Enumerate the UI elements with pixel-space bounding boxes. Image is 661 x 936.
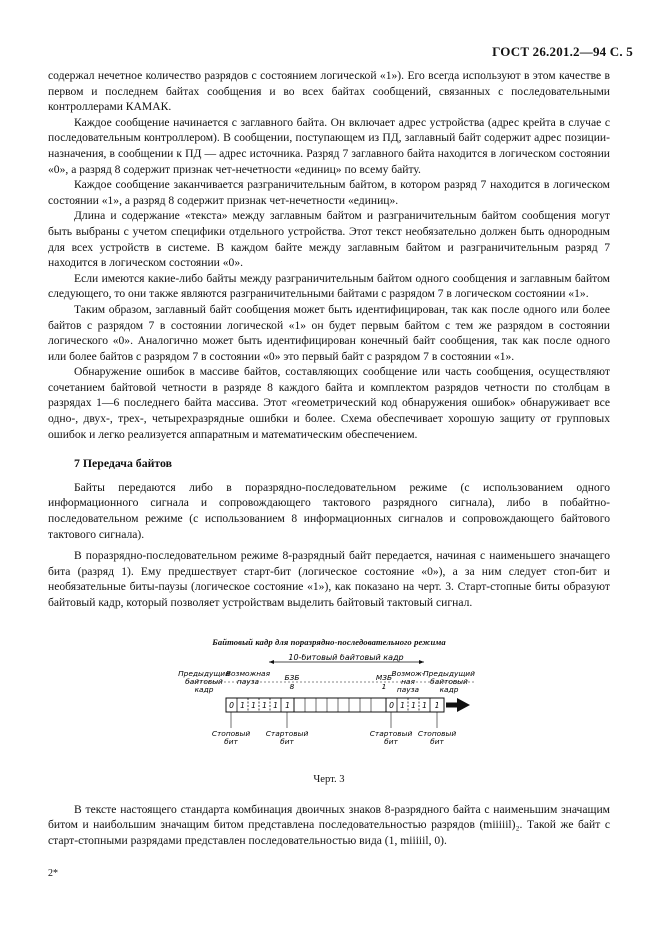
paragraph: содержал нечетное количество разрядов с состоянием логической «1»). Его всегда используют в этом качестве в первом и последнем байтах сообщения и во всех байтах сообщений, связанных с последовательными контроллерами КАМАК. [48, 69, 610, 114]
msb-number: 1 [381, 682, 387, 692]
stop-bit-label-2: бит [430, 737, 444, 747]
pause-label: Возможная [225, 669, 271, 679]
page-body [48, 68, 610, 849]
paragraph: В поразрядно-последовательном режиме 8-разрядный байт передается, начиная с наименьшего значащего бита (разряд 1). Ему предшествует старт-бит (логическое состояние «0»), а за ним следует стоп-бит и необязательные биты-паузы (логическое состояние «1»), как показано на черт. 3. Старт-стопные биты образуют байтовый кадр, который позволяет устройствам выделить байтовый тактовый сигнал. [48, 549, 610, 609]
bit-value: 1 [285, 701, 290, 711]
frame-label: 10-битовый байтовый кадр [288, 654, 404, 663]
stop-bit-label: Стоповый [211, 729, 251, 739]
direction-arrow-icon [446, 698, 470, 712]
figure-caption: Черт. 3 [313, 774, 345, 786]
page-footer: 2* [48, 868, 58, 879]
pause-b-label-3: пауза [396, 685, 420, 695]
paragraph: Байты передаются либо в поразрядно-последовательном режиме (с использованием одного информационного сигнала и сопровождающего тактового разрядного сигнала), либо в побайтно-последовательном режиме (с использованием 8 информационных сигналов и сопровождающего байтового тактового сигнала). [48, 480, 610, 541]
pause-b-label: Возмож- [391, 669, 425, 679]
next-frame-label-3: кадр [439, 685, 459, 695]
bit-value: 1 [400, 701, 405, 711]
bit-value: 1 [434, 701, 440, 711]
prev-frame-label: Предыдущий [178, 669, 230, 679]
paragraph: Таким образом, заглавный байт сообщения может быть идентифицирован, так как после одного или более байтов с разрядом 7 в состоянии логической «1» он будет первым байтом с тем же разрядом в состоянии логического «0». Аналогично может быть идентифицирован конечный байт сообщения, так как после одного или более байтов с разрядом 7 в состоянии «0» это первый байт с разрядом 7 в состоянии «1». [48, 302, 610, 363]
prev-frame-label-2: байтовый [185, 677, 223, 687]
msb-label: МЗБ [375, 673, 393, 683]
start-bit-label: Стартовый [369, 729, 413, 739]
start-bit-label: Стартовый [265, 729, 309, 739]
start-bit-label-2: бит [384, 737, 398, 747]
stop-bit-label: Стоповый [417, 729, 457, 739]
section-title: 7 Передача байтов [74, 456, 173, 471]
paragraph: Если имеются какие-либо байты между разграничительным байтом одного сообщения и заглавным байтом следующего, то они также являются разграничительными байтами с разрядом 7 в логическом состоянии «1». [48, 271, 610, 301]
page-header: ГОСТ 26.201.2—94 С. 5 [492, 44, 633, 59]
paragraph: Длина и содержание «текста» между заглавным байтом и разграничительным байтом сообщения могут быть выбраны с учетом специфики отдельного устройства. Этот текст необязательно должен быть однородным для всех устройств в системе. В каждом байте между заглавным байтом и разграничительным разряд 7 находится в логическом состоянии «0». [48, 209, 610, 270]
bit-value: 0 [389, 701, 394, 711]
prev-frame-label-3: кадр [194, 685, 214, 695]
data-bit-cells [294, 698, 386, 712]
stop-bit-label-2: бит [224, 737, 238, 747]
bit-value: 1 [240, 701, 245, 711]
bit-value: 0 [229, 701, 234, 711]
start-bit-label-2: бит [280, 737, 294, 747]
figure-title: Байтовый кадр для поразрядно-последовательного режима [212, 636, 446, 647]
next-frame-label: Предыдущий [423, 669, 475, 679]
next-frame-label-2: байтовый [430, 677, 468, 687]
bit-cells-left [226, 698, 294, 712]
bit-value: 1 [262, 701, 267, 711]
pause-label-2: пауза [236, 677, 260, 687]
paragraph: Каждое сообщение начинается с заглавного байта. Он включает адрес устройства (адрес крейта в случае с последовательным контроллером). В сообщении, поступающем из ПД, заглавный байт содержит адрес позиции-назначения, в сообщении к ПД — адрес источника. Разряд 7 заглавного байта находится в логическом состоянии «0», а разряд 8 содержит признак чет-нечетности «единиц» по всему байту. [48, 115, 610, 176]
paragraph: Каждое сообщение заканчивается разграничительным байтом, в котором разряд 7 находится в логическом состоянии «1», а разряд 8 содержит признак чет-нечетности «единиц». [48, 178, 610, 207]
lsb-number: 8 [289, 682, 295, 692]
bit-value: 1 [251, 701, 256, 711]
paragraph: Обнаружение ошибок в массиве байтов, составляющих сообщение или часть сообщения, осуществляют сочетанием байтовой четности в разряде 8 каждого байта и комплектом разрядов четности по столбцам в разрядах 1—6 последнего байта массива. Этот «геометрический код обнаружения ошибок» обнаруживает все одно-, двух-, трех-, четырехразрядные ошибки и более. Схема обеспечивает хорошую защиту от групповых ошибок и легко реализуется аппаратным и математическим обеспечением. [48, 365, 610, 441]
lsb-label: БЗБ [284, 673, 300, 683]
pause-b-label-2: ная [401, 677, 415, 687]
bit-cells-right [386, 698, 444, 712]
bit-value: 1 [411, 701, 416, 711]
bit-value: 1 [273, 701, 278, 711]
paragraph: В тексте настоящего стандарта комбинация двоичных знаков 8-разрядного байта с наименьшим значащим битом и наибольшим значащим битом представлена последовательностью разрядов (miiiiil)₂. Такой же байт с старт-стопными разрядами представлен последовательностью вида (1, miiiiil, 0). [48, 802, 610, 847]
bit-value: 1 [422, 701, 427, 711]
byte-frame-diagram [174, 654, 484, 772]
